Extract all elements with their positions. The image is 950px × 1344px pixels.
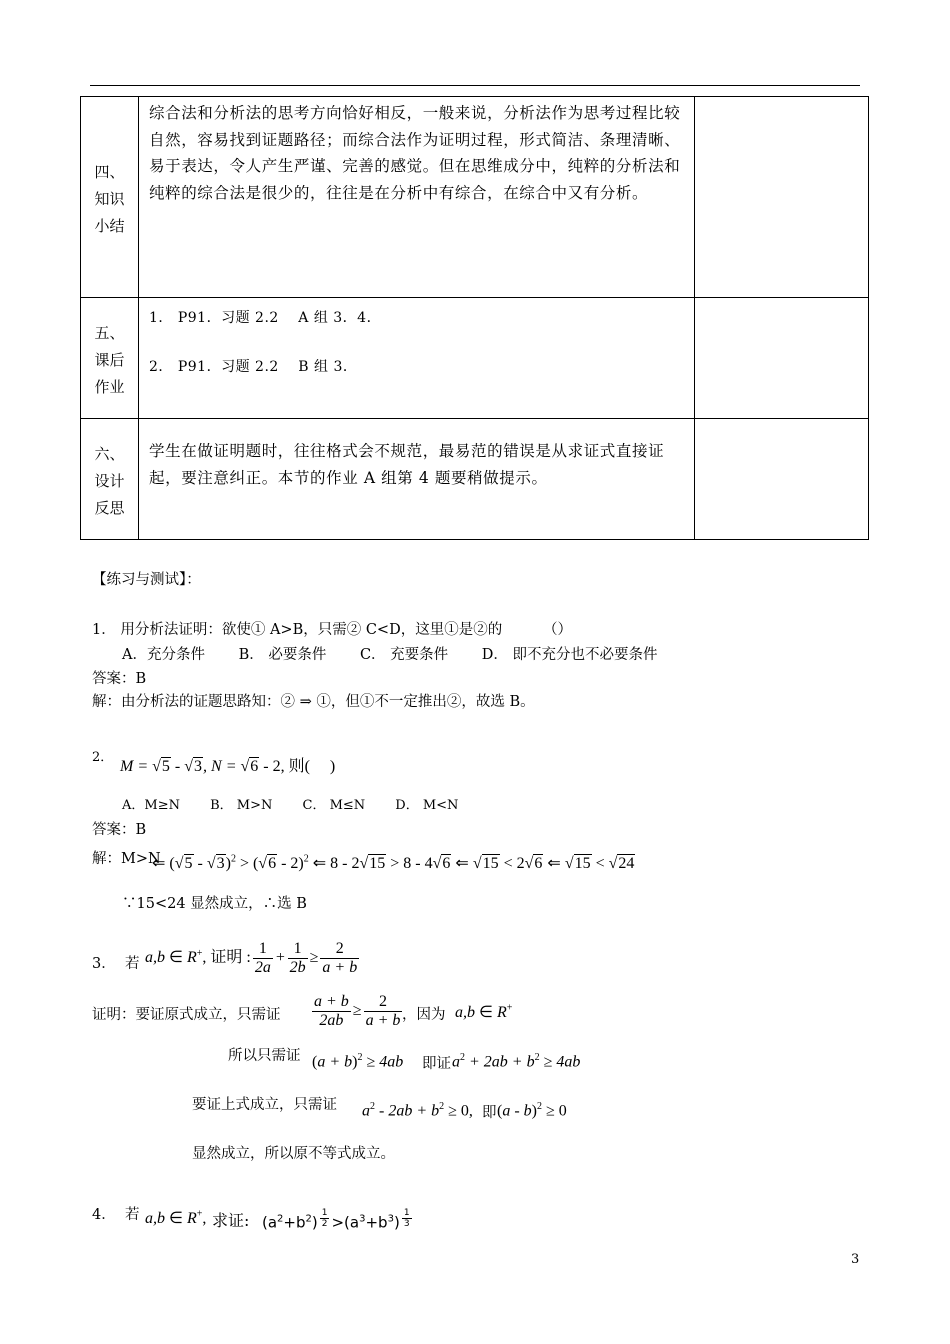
header-rule	[90, 85, 860, 86]
q1-answer: 答案：B	[92, 671, 147, 687]
lesson-plan-table	[80, 96, 869, 540]
notes-cell	[695, 419, 869, 540]
q4-ruo: 若	[125, 1207, 140, 1223]
q3-ji: 即	[482, 1105, 497, 1121]
q1-options: A．充分条件 B． 必要条件 C． 充要条件 D． 即不充分也不必要条件	[122, 647, 658, 663]
q1-stem: 1． 用分析法证明：欲使① A>B，只需② C<D，这里①是②的 （）	[92, 622, 573, 638]
reflection-text: 学生在做证明题时，往往格式会不规范，最易范的错误是从求证式直接证起，要注意纠正。本节的作业 A 组第 4 题要稍做提示。	[139, 419, 695, 540]
q3-ji-zheng: 即证	[422, 1056, 451, 1072]
section-label: 四、 知识 小结	[81, 97, 139, 298]
q3-because-formula: a,b ∈ R+	[455, 1002, 513, 1021]
q3-conclusion: 显然成立，所以原不等式成立。	[192, 1146, 395, 1162]
q3-because: ，因为	[402, 1007, 446, 1023]
q2-number: 2．	[92, 750, 114, 765]
section-reflection-row	[81, 419, 869, 540]
q2-solution-formula: ⇐ (√5 - √3)$^2$ > (√6 - 2)$^2$ ⇐ 8 - 2√15 > 8 - 4√6 ⇐ √15 < 2√6 ⇐ √15 < √24	[152, 853, 635, 872]
homework-item: 1． P91．习题 2.2 A 组 3．4．	[149, 310, 382, 326]
q2-conclusion: ∵15<24 显然成立，∴选 B	[122, 896, 307, 912]
q4-number: 4．	[92, 1207, 116, 1223]
q2-stem-formula: M = √5 - √3, N = √6 - 2, 则( )	[120, 758, 336, 775]
q3-step4-formula: (a - b)$^2$ ≥ 0	[497, 1101, 567, 1120]
q3-prove-prefix: 证明：要证原式成立，只需证	[92, 1007, 281, 1023]
page-number: 3	[851, 1252, 860, 1267]
section-label: 六、 设计 反思	[81, 419, 139, 540]
summary-text: 综合法和分析法的思考方向恰好相反，一般来说，分析法作为思考过程比较自然，容易找到证题路径；而综合法作为证明过程，形式简洁、条理清晰、易于表达，令人产生严谨、完善的感觉。但在思维成分中，纯粹的分析法和纯粹的综合法是很少的，往往是在分析中有综合，在综合中又有分析。	[139, 97, 695, 298]
notes-cell	[695, 97, 869, 298]
q3-so-only: 所以只需证	[228, 1048, 301, 1064]
section-summary-row	[81, 97, 869, 298]
q1-solution: 解：由分析法的证题思路知：② ⇒ ①，但①不一定推出②，故选 B。	[92, 694, 535, 710]
q3-ruo: 若	[125, 956, 140, 972]
q3-stem-formula: a,b ∈ R+, 证明 : $\frac{1}{2a}$ + $\frac{1}{2b}$ ≥ $\frac{2}{a + b}$	[145, 940, 358, 976]
homework-item: 2． P91．习题 2.2 B 组 3．	[149, 358, 358, 375]
q2-options: A．M≥N B． M>N C． M≤N D． M<N	[122, 798, 459, 813]
section-label: 五、 课后 作业	[81, 298, 139, 419]
q3-step1-formula: $(a + b)^2 \ge 4ab$	[312, 1052, 404, 1071]
q3-for-above: 要证上式成立，只需证	[192, 1097, 337, 1113]
notes-cell	[695, 298, 869, 419]
practice-heading: 【练习与测试】：	[92, 572, 201, 588]
q3-step3-formula: $a^2 - 2ab + b^2 \ge 0$,	[362, 1101, 473, 1120]
q4-condition-formula: a,b ∈ R+,	[145, 1208, 207, 1227]
q3-step2-formula: $a^2 + 2ab + b^2 \ge 4ab$	[452, 1052, 581, 1071]
q2-answer: 答案：B	[92, 822, 147, 838]
q4-qiu-zheng: 求证:	[212, 1211, 250, 1230]
q2-solution-prefix: 解：M>N	[92, 851, 161, 867]
homework-cell	[139, 298, 695, 419]
q3-prove-formula: $\frac{a + b}{2ab}$ ≥ $\frac{2}{a + b}$	[314, 993, 401, 1029]
q3-number: 3．	[92, 956, 116, 972]
q4-inequality-formula: $(a^2+b^2)$ $^{\frac{1}{2}}$ $>(a^3+b^3)$ $^{\frac{1}{3}}$	[262, 1208, 410, 1232]
section-homework-row	[81, 298, 869, 419]
